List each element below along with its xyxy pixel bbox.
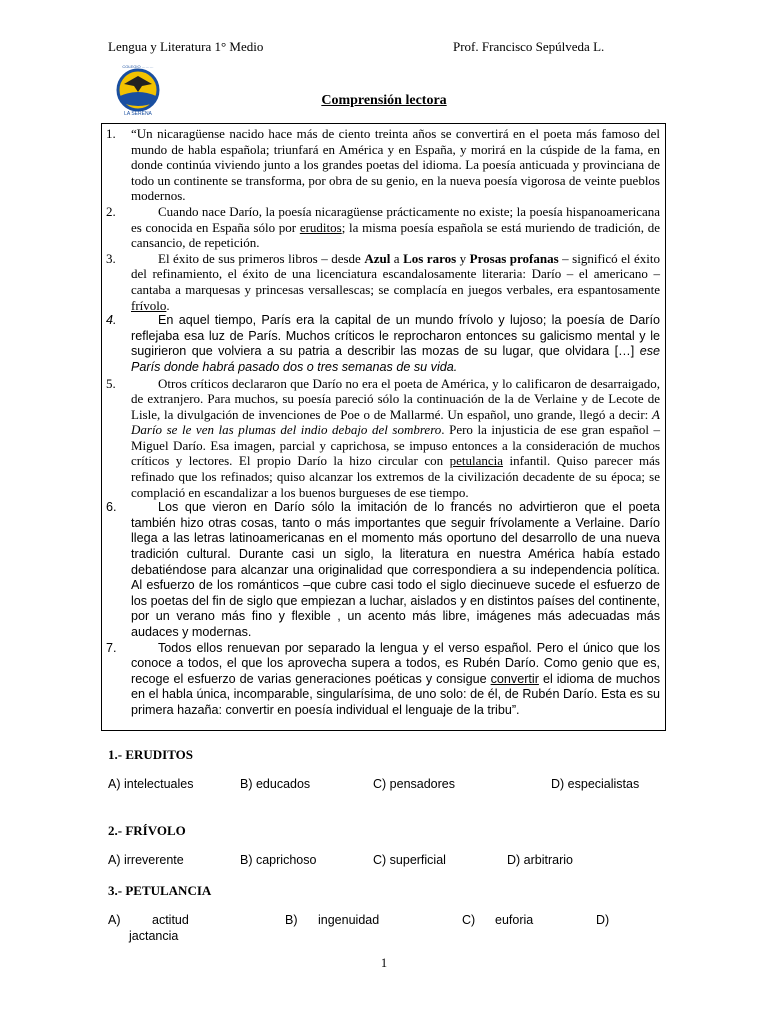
question-1-heading: 1.- ERUDITOS — [108, 747, 194, 762]
text-run: el idioma de muchos en el habla única, incomparable, singularísima, de uno solo: de él, de Rubén Darío. Esta es su primera hazaña: convertir en poesía individual el lenguaje de la tribu”. — [131, 671, 660, 717]
question-2-heading: 2.- FRÍVOLO — [108, 823, 186, 838]
question-1-option-b: B) educados — [240, 777, 311, 791]
paragraph-text — [131, 204, 660, 251]
text-run: convertir — [490, 671, 539, 686]
question-3-option-c: euforia — [495, 913, 534, 927]
question-1-option-c: C) pensadores — [373, 777, 455, 791]
text-run: frívolo — [131, 297, 167, 313]
question-3-option-a: actitud — [152, 913, 189, 927]
question-3-option-c-letter: C) — [462, 913, 476, 927]
text-run: petulancia — [449, 453, 504, 469]
question-3-option-d-letter: D) — [596, 913, 610, 927]
question-2-option-c: C) superficial — [373, 853, 446, 867]
text-run: A Darío se le ven las plumas del indio debajo del sombrero — [131, 406, 660, 438]
paragraph-6 — [106, 500, 660, 640]
text-run: . Pero la injusticia de ese gran español – Miguel Darío. Esa imagen, parcial y caprichosa, se impuso entonces a la consideración de muchos críticos y lectores. El propio Darío la hizo circular con — [131, 422, 660, 469]
paragraph-7 — [106, 641, 660, 719]
question-1-option-d: D) especialistas — [551, 777, 640, 791]
page-title: Comprensión lectora — [321, 93, 447, 108]
paragraph-5 — [106, 376, 660, 501]
header-course: Lengua y Literatura 1° Medio — [108, 39, 264, 54]
logo-bottom-text: LA SERENA — [124, 111, 152, 116]
text-run: ese París donde habrá pasado dos o tres semanas de su vida. — [131, 344, 660, 374]
text-run: infantil. Quiso parecer más refinado que los refinados; quiso alcanzar los extremos de la civilización decadente de su época; se complació en escandalizar a los buenos burgueses de ese tiempo. — [131, 453, 660, 500]
question-3-option-a-letter: A) — [108, 913, 121, 927]
paragraph-text — [131, 500, 660, 640]
text-run: y — [456, 250, 470, 266]
text-run: – significó el éxito del refinamiento, el éxito de una licenciatura escandalosamente literaria: Darío – el americano – cantaba a marquesas y princesas versallescas; se complacía en juegos verbales, era espantosamente — [131, 250, 661, 297]
text-run: Los raros — [403, 250, 457, 266]
paragraph-text — [131, 126, 660, 204]
paragraph-number: 2. — [106, 203, 116, 219]
paragraph-text — [131, 641, 660, 719]
paragraph-number: 7. — [106, 640, 117, 655]
paragraph-text — [131, 313, 660, 375]
paragraph-number: 1. — [106, 126, 116, 141]
text-run: Los que vieron en Darío sólo la imitación de lo francés no advirtieron que el poeta también hizo otras cosas, tanto o más importantes que seguir frívolamente a Verlaine. Darío llega a las letras latinoamericanas en el momento más oportuno del desarrollo de una nueva tradición cultural. Durante casi un siglo, la literatura en nuestra América había estado debatiéndose para alcanzar una originalidad que correspondiera a su independencia política. Al esfuerzo de los románticos –que cubre casi todo el siglo diecinueve sucede el esfuerzo de los poetas del fin de siglo que empiezan a luchar, aislados y en distintos países del continente, por un verano más fino y flexible , un acento más libre, imágenes más adecuadas más audaces y modernas. — [131, 500, 660, 639]
paragraph-number: 4. — [106, 313, 117, 328]
text-run: . — [166, 297, 170, 313]
paragraph-3 — [106, 251, 660, 313]
question-3-option-d: jactancia — [129, 929, 179, 943]
paragraph-1 — [106, 126, 660, 204]
text-run: Azul — [364, 250, 391, 266]
paragraph-number: 5. — [106, 375, 116, 391]
paragraph-4 — [106, 313, 660, 375]
question-3-option-b-letter: B) — [285, 913, 298, 927]
text-run: Prosas profanas — [469, 250, 559, 266]
question-1-option-a: A) intelectuales — [108, 777, 194, 791]
paragraph-text — [131, 376, 660, 501]
question-2-option-b: B) caprichoso — [240, 853, 317, 867]
text-run: Cuando nace Darío, la poesía nicaragüense prácticamente no existe; la poesía hispanoamericana es conocida en España sólo por — [131, 203, 660, 235]
question-3-heading: 3.- PETULANCIA — [108, 883, 212, 898]
reading-passage — [101, 123, 666, 731]
header-teacher: Prof. Francisco Sepúlveda L. — [453, 39, 605, 54]
text-run: “Un nicaragüense nacido hace más de ciento treinta años se convertirá en el poeta más famoso del mundo de habla española; triunfará en América y en España, y morirá en la cúspide de la fama, en donde continúa viviendo junto a los grandes poetas del idioma. La poesía anticuada y provinciana de todo un continente se transforma, por obra de su genio, en la nueva poesía vigorosa de veinte pueblos modernos. — [131, 126, 660, 204]
text-run: Todos ellos renuevan por separado la lengua y el verso español. Pero el único que los conoce a todos, el que los aprovecha supera a todos, es Rubén Darío. Como genio que es, recoge el esfuerzo de varias generaciones poéticas y consigue — [131, 640, 660, 686]
logo-top-text: COLEGIO ……… — [122, 64, 154, 69]
text-run: a — [390, 250, 404, 266]
paragraph-2 — [106, 204, 660, 251]
paragraph-number: 3. — [106, 250, 116, 266]
text-run: En aquel tiempo, París era la capital de un mundo frívolo y lujoso; la poesía de Darío reflejaba esa luz de París. Muchos críticos le reprocharon entonces su galicismo mental y le sugirieron que volviera a su patria a describir las mozas de su lugar, que olvidara […] — [131, 313, 660, 359]
text-run: eruditos — [299, 219, 342, 235]
question-2-option-a: A) irreverente — [108, 853, 184, 867]
page-number: 1 — [380, 956, 388, 970]
paragraph-number: 6. — [106, 500, 117, 515]
paragraph-text — [131, 251, 660, 313]
text-run: Otros críticos declararon que Darío no era el poeta de América, y lo calificaron de desarraigado, de extranjero. Para muchos, su poesía pareció sólo la continuación de la de Verlaine y de Lecote de Lisle, la divulgación de invenciones de Poe o de Mallarmé. Un español, uno grande, llegó a decir: — [131, 375, 660, 422]
question-2-option-d: D) arbitrario — [507, 853, 573, 867]
question-3-option-b: ingenuidad — [318, 913, 380, 927]
text-run: ; la misma poesía española se está muriendo de tradición, de cansancio, de repetición. — [131, 219, 660, 251]
text-run: El éxito de sus primeros libros – desde — [158, 250, 365, 266]
